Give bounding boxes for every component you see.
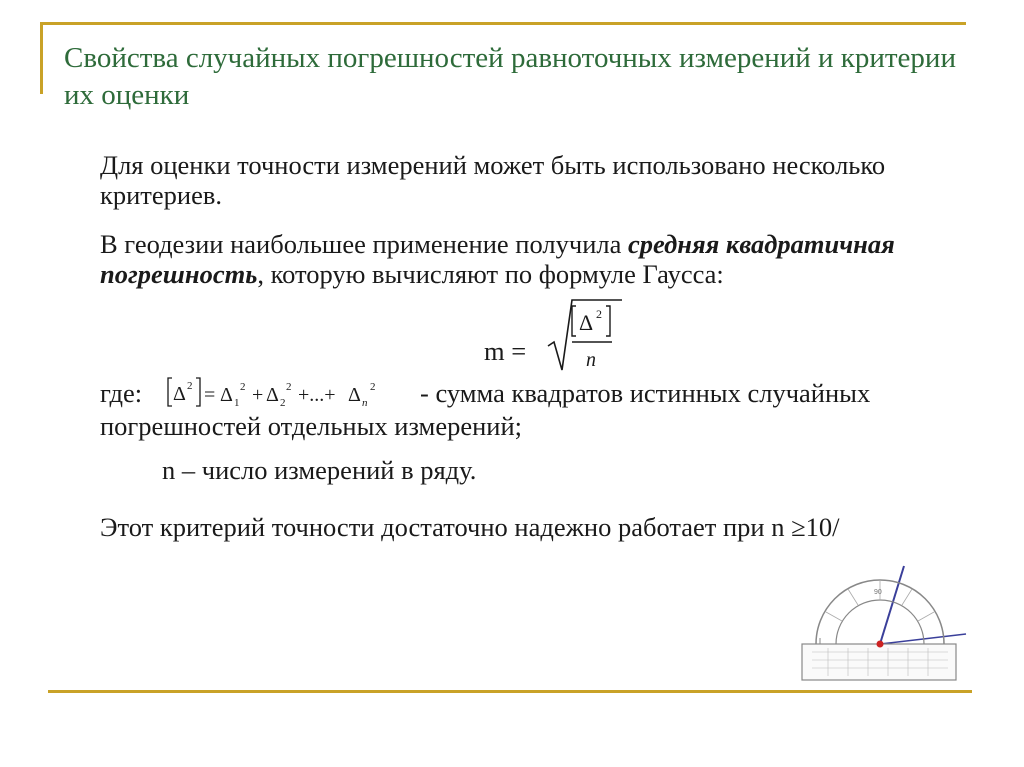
svg-text:=: =: [204, 384, 216, 406]
svg-text:2: 2: [286, 381, 292, 393]
svg-text:1: 1: [234, 397, 240, 409]
svg-text:2: 2: [370, 381, 376, 393]
svg-text:2: 2: [280, 397, 286, 409]
svg-text:Δ: Δ: [220, 384, 233, 406]
paragraph-gauss: [100, 229, 960, 289]
protractor-illustration: [798, 560, 970, 682]
formula-denominator: n: [586, 349, 596, 371]
term-rms-error: средняя квадратичная погрешность: [100, 229, 895, 289]
paragraph-criterion-note: Этот критерий точности достаточно надежно работает при n ≥10/: [100, 512, 840, 542]
svg-text:+...+: +...+: [298, 384, 336, 406]
svg-text:Δ: Δ: [348, 384, 361, 406]
gauss-formula: [484, 296, 624, 376]
sqrt-fraction-graphic: [544, 296, 624, 374]
where-description: - сумма квадратов истинных случайных: [420, 378, 871, 408]
svg-text:Δ: Δ: [173, 383, 186, 405]
paragraph-gauss-start: В геодезии наибольшее применение получила: [100, 229, 628, 259]
svg-text:2: 2: [596, 307, 602, 321]
left-rule: [40, 22, 43, 94]
svg-text:n: n: [362, 397, 368, 409]
slide-title: Свойства случайных погрешностей равноточных измерений и критерии их оценки: [64, 42, 956, 111]
top-rule: [40, 22, 966, 25]
bottom-rule: [48, 690, 972, 693]
paragraph-criteria: Для оценки точности измерений может быть использовано несколько критериев.: [100, 150, 886, 210]
where-label: где:: [100, 378, 143, 408]
protractor-pivot: [877, 641, 884, 648]
svg-text:2: 2: [240, 381, 246, 393]
svg-text:Δ: Δ: [266, 384, 279, 406]
formula-delta: Δ: [579, 310, 594, 335]
svg-text:+: +: [252, 384, 264, 406]
paragraph-gauss-end: , которую вычисляют по формуле Гаусса:: [257, 259, 724, 289]
where-description-cont: погрешностей отдельных измерений;: [100, 411, 522, 441]
protractor-label: 90: [874, 589, 882, 596]
sum-of-squares-formula: [160, 372, 410, 414]
formula-lhs: m =: [484, 336, 527, 366]
n-definition: n – число измерений в ряду.: [162, 455, 477, 485]
svg-text:2: 2: [187, 380, 193, 392]
